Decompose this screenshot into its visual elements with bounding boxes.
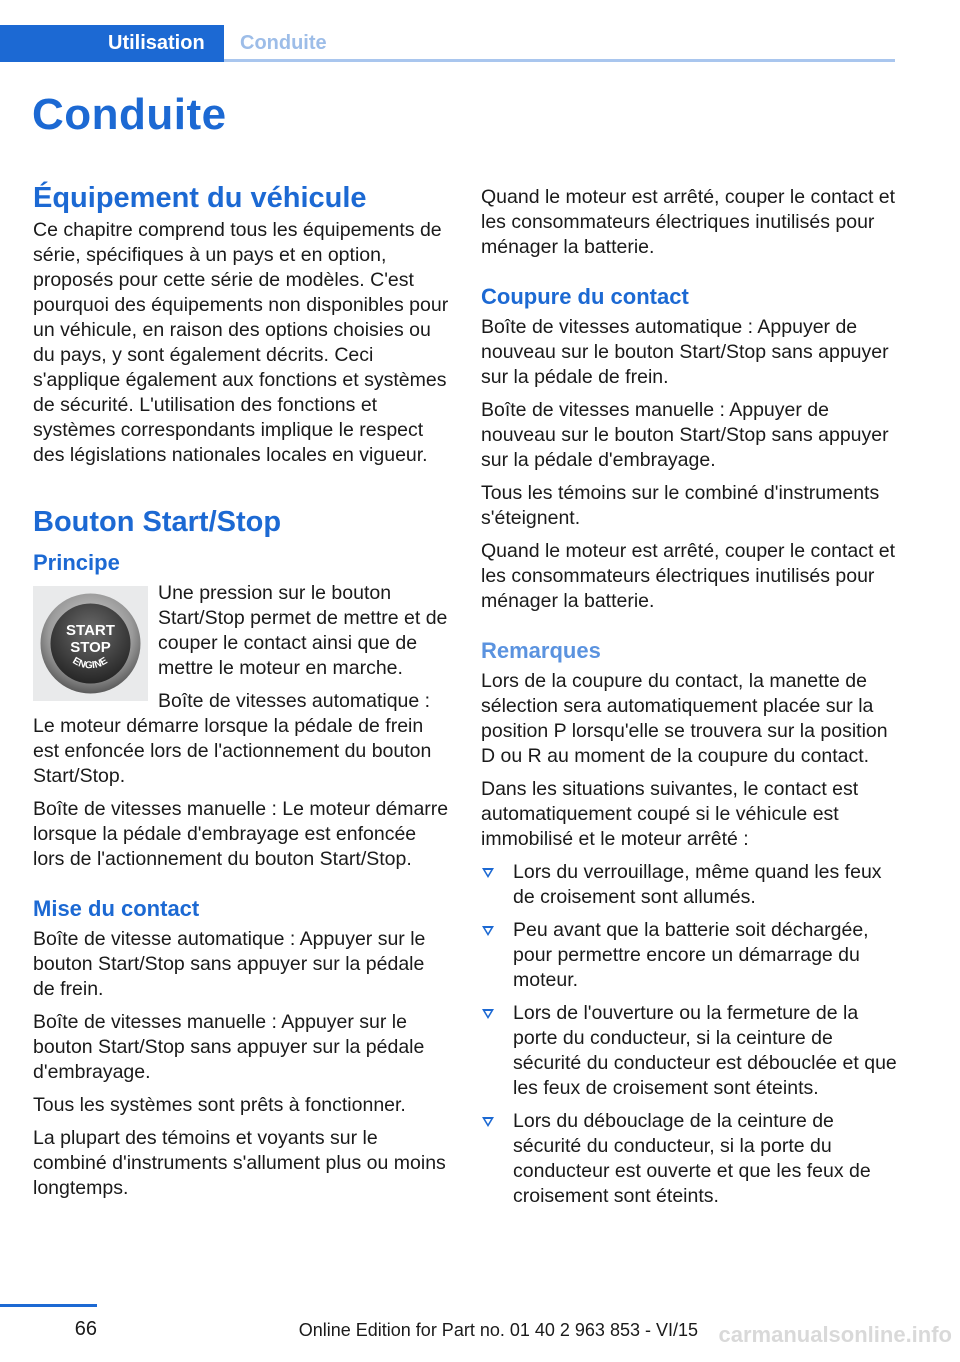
- subheading-ignition-on: Mise du contact: [33, 896, 200, 921]
- edition-note: Online Edition for Part no. 01 40 2 963 853 - VI/15: [298, 1320, 698, 1340]
- ignition-on-paragraph-5: Quand le moteur est arrêté, couper le contact et les consommateurs électriques inutilisés pour ménager la batterie.: [481, 186, 896, 258]
- list-item: [481, 1001, 897, 1101]
- button-engine-label: ENGINE: [70, 655, 110, 672]
- bullet-triangle-icon: [482, 1009, 494, 1019]
- bullet-triangle-icon: [482, 926, 494, 936]
- principle-block: [33, 581, 449, 797]
- bullet-triangle-icon: [482, 1117, 494, 1127]
- subheading-principle: Principe: [33, 550, 120, 575]
- tab-underline: [224, 59, 895, 62]
- section-title-start-stop: Bouton Start/Stop: [33, 506, 282, 538]
- ignition-off-paragraph-2: Boîte de vitesses manuelle : Appuyer de nouveau sur le bouton Start/Stop sans appuyer sur la pédale d'embrayage.: [481, 399, 889, 471]
- watermark: carmanualsonline.info: [718, 1322, 952, 1347]
- footer-rule: [0, 1304, 97, 1307]
- bullet-text: Lors du débouclage de la ceinture de sécurité du conducteur, si la porte du conducteur est ouverte et que les feux de croisement sont éteints.: [513, 1110, 871, 1207]
- list-item: [481, 918, 897, 993]
- remarks-paragraph-1: Lors de la coupure du contact, la manette de sélection sera automatiquement placée sur la position P lorsqu'elle se trouvera sur la position D ou R au moment de la coupure du contact.: [481, 670, 888, 767]
- subheading-remarks: Remarques: [481, 638, 601, 663]
- ignition-off-paragraph-4: Quand le moteur est arrêté, couper le contact et les consommateurs électriques inutilisés pour ménager la batterie.: [481, 540, 896, 612]
- right-column: [481, 185, 897, 1217]
- ignition-off-paragraph-3: Tous les témoins sur le combiné d'instruments s'éteignent.: [481, 482, 880, 529]
- ignition-off-paragraph-1: Boîte de vitesses automatique : Appuyer de nouveau sur le bouton Start/Stop sans appuyer sur la pédale de frein.: [481, 316, 889, 388]
- principle-paragraph-1: Une pression sur le bouton Start/Stop permet de mettre et de couper le contact ainsi que de mettre le moteur en marche.: [158, 582, 448, 679]
- bullet-text: Lors de l'ouverture ou la fermeture de la porte du conducteur, si la ceinture de sécurité du conducteur est débouclée et que les feux de croisement sont éteints.: [513, 1002, 897, 1099]
- ignition-on-paragraph-3: Tous les systèmes sont prêts à fonctionner.: [33, 1094, 406, 1116]
- bullet-text: Peu avant que la batterie soit déchargée, pour permettre encore un démarrage du moteur.: [513, 919, 869, 991]
- list-item: [481, 1109, 897, 1209]
- principle-paragraph-2: Boîte de vitesses automatique : Le moteur démarre lorsque la pédale de frein est enfoncée lors de l'actionnement du bouton Start/Stop.: [33, 690, 432, 787]
- chapter-title: Conduite: [32, 90, 227, 139]
- ignition-on-paragraph-1: Boîte de vitesse automatique : Appuyer sur le bouton Start/Stop sans appuyer sur la pédale de frein.: [33, 928, 426, 1000]
- left-column: [33, 180, 449, 1209]
- button-stop-label: STOP: [70, 639, 111, 656]
- start-stop-button-image: [33, 586, 148, 701]
- list-item: [481, 860, 897, 910]
- subheading-ignition-off: Coupure du contact: [481, 284, 689, 309]
- bullet-text: Lors du verrouillage, même quand les feux de croisement sont allumés.: [513, 861, 882, 908]
- ignition-on-paragraph-4: La plupart des témoins et voyants sur le combiné d'instruments s'allument plus ou moins longtemps.: [33, 1127, 446, 1199]
- tab-utilisation[interactable]: Utilisation: [0, 25, 224, 62]
- principle-paragraph-3: Boîte de vitesses manuelle : Le moteur démarre lorsque la pédale d'embrayage est enfoncée lors de l'actionnement du bouton Start/Stop.: [33, 798, 449, 870]
- header-tab-bar: [0, 25, 895, 62]
- start-stop-button-icon: [38, 591, 143, 696]
- remarks-bullet-list: [481, 860, 897, 1209]
- section-title-equipment: Équipement du véhicule: [33, 182, 367, 214]
- tab-conduite[interactable]: Conduite: [240, 32, 327, 54]
- button-start-label: START: [66, 622, 115, 639]
- page-number: 66: [74, 1318, 97, 1340]
- ignition-on-paragraph-2: Boîte de vitesses manuelle : Appuyer sur le bouton Start/Stop sans appuyer sur la pédale d'embrayage.: [33, 1011, 425, 1083]
- equipment-paragraph: Ce chapitre comprend tous les équipements de série, spécifiques à un pays et en option, proposés pour cette série de modèles. C'est pourquoi des équipements non disponibles pour un véhicule, en raison des options choisies ou du pays, y sont également décrits. Ceci s'applique également aux fonctions et systèmes de sécurité. L'utilisation des fonctions et systèmes correspondants implique le respect des législations nationales locales en vigueur.: [33, 219, 449, 466]
- bullet-triangle-icon: [482, 868, 494, 878]
- remarks-paragraph-2: Dans les situations suivantes, le contact est automatiquement coupé si le véhicule est immobilisé et le moteur arrêté :: [481, 778, 859, 850]
